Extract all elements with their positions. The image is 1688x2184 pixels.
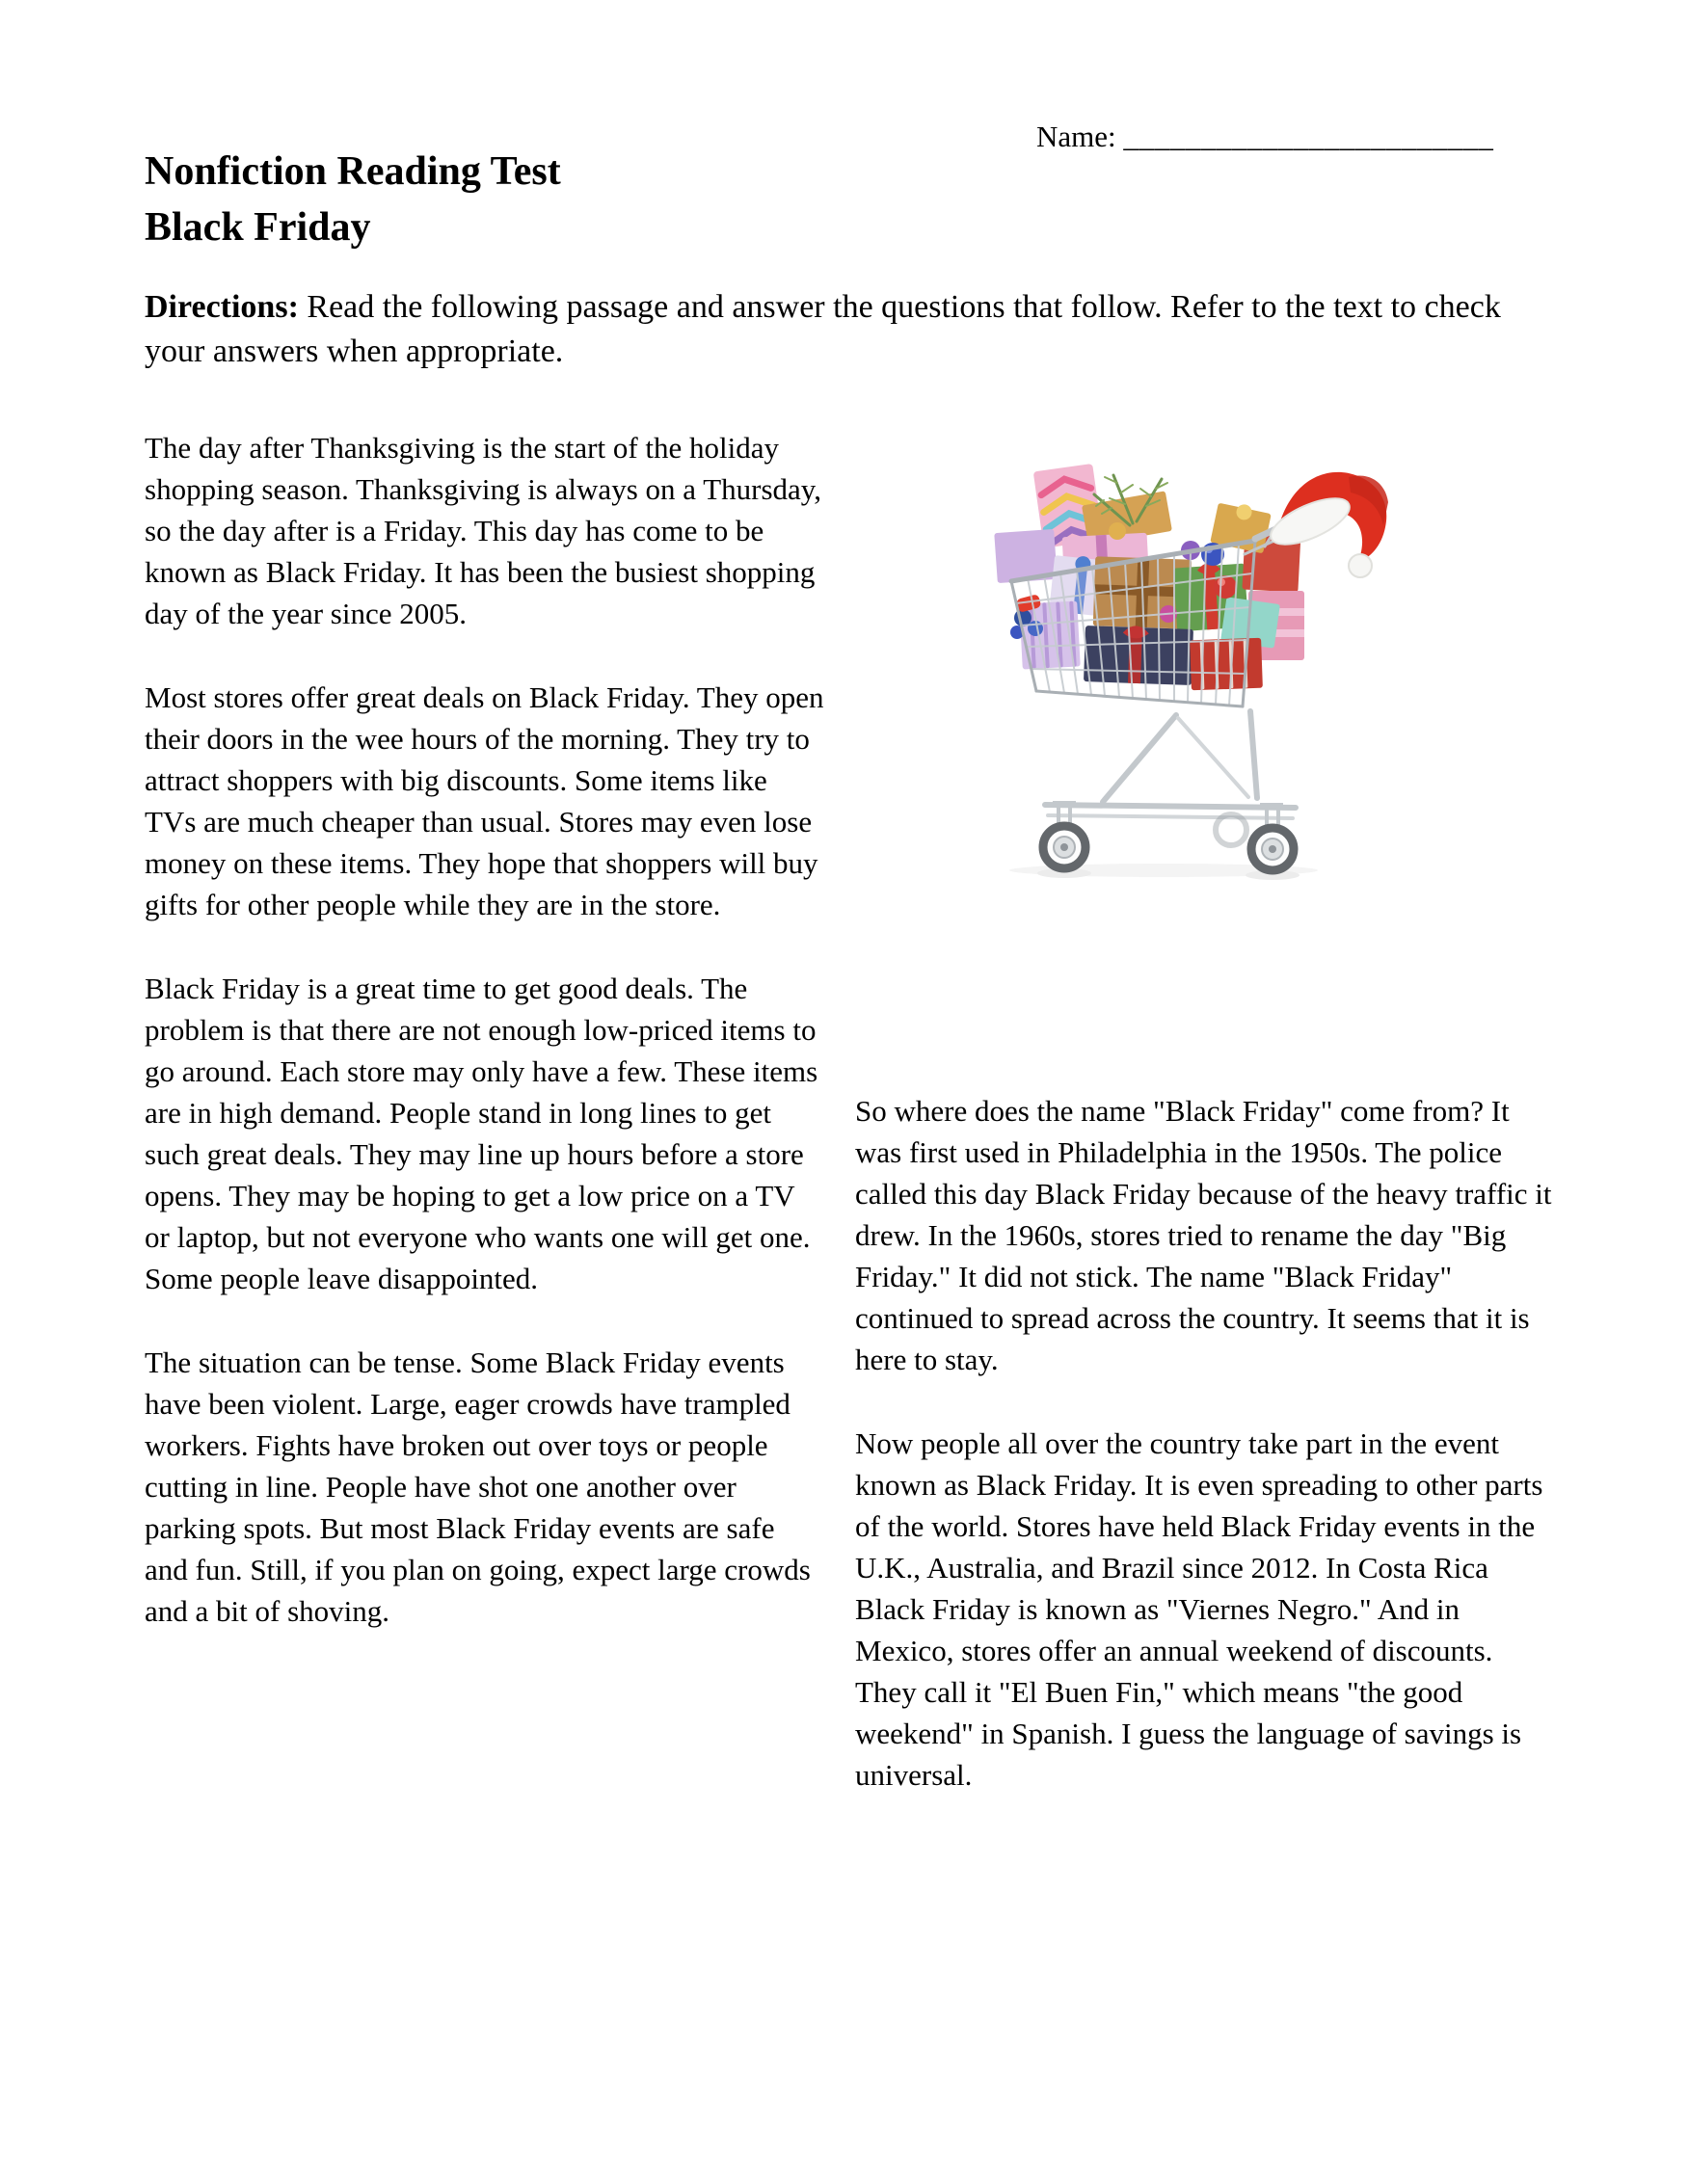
directions-label: Directions: [145,289,299,325]
hat-pom [1349,554,1372,577]
front-wheel [1043,826,1085,868]
name-field [1036,120,1493,154]
passage-paragraph: So where does the name "Black Friday" come from? It was first used in Philadelphia in the 1950s. The police called this day Black Friday because of the heavy traffic it drew. In the 1960s, stores tried to rename the day "Big Friday." It did not stick. The name "Black Friday" continued to spread across the country. It seems that it is here to stay. [855,1094,1552,1376]
directions-text: Read the following passage and answer the questions that follow. Refer to the text to check your answers when appropriate. [145,289,1501,370]
passage-left-column [145,427,824,1796]
passage-paragraph: The situation can be tense. Some Black Friday events have been violent. Large, eager crowds have trampled workers. Fights have broken out over toys or people cutting in line. People have shot one another over parking spots. But most Black Friday events are safe and fun. Still, if you plan on going, expect large crowds and a bit of shoving. [145,1345,811,1628]
directions [145,285,1523,374]
rear-wheel [1251,828,1294,870]
passage-paragraph: Black Friday is a great time to get good deals. The problem is that there are not enough low-priced items to go around. Each store may only have a few. These items are in high demand. People stand in long lines to get such great deals. They may line up hours before a store opens. They may be hoping to get a low price on a TV or laptop, but not everyone who wants one will get one. Some people leave disappointed. [145,972,818,1295]
passage-right-column [855,427,1554,1796]
name-label: Name: [1036,120,1116,153]
passage-paragraph: Most stores offer great deals on Black Friday. They open their doors in the wee hours of the morning. They try to attract shoppers with big discounts. Some items like TVs are much cheaper than usual. Stores may even lose money on these items. They hope that shoppers will buy gifts for other people while they are in the store. [145,680,824,921]
page-title [145,145,561,256]
name-blank-line: ________________________ [1123,120,1494,153]
passage-columns [145,427,1554,1796]
passage-paragraph: Now people all over the country take part in the event known as Black Friday. It is even spreading to other parts of the world. Stores have held Black Friday events in the U.K., Australia, and Brazil since 2012. In Costa Rica Black Friday is known as "Viernes Negro." And in Mexico, stores offer an annual weekend of discounts. They call it "El Buen Fin," which means "the good weekend" in Spanish. I guess the language of savings is universal. [855,1426,1543,1792]
title-line-1: Nonfiction Reading Test [145,149,561,194]
gift-cart-illustration [971,439,1424,882]
title-line-2: Black Friday [145,204,371,250]
cart-wheels [1043,814,1294,870]
passage-paragraph: The day after Thanksgiving is the start of the holiday shopping season. Thanksgiving is always on a Thursday, so the day after is a Friday. This day has come to be known as Black Friday. It has been the busiest shopping day of the year since 2005. [145,431,822,630]
cart-frame [1045,711,1296,836]
